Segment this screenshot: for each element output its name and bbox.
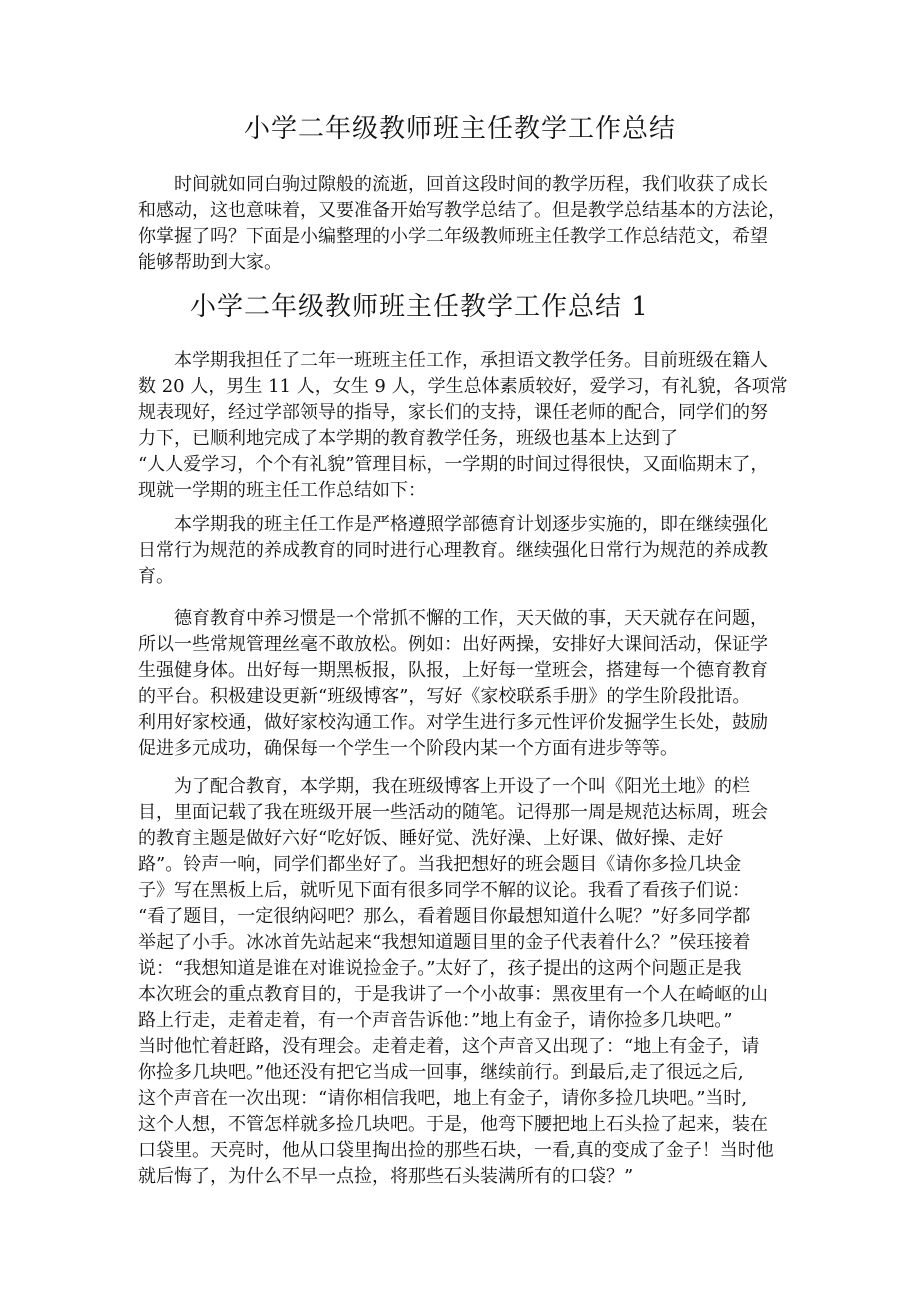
text-line: 口袋里。天亮时，他从口袋里掏出捡的那些石块，一看,真的变成了金子！当时他 xyxy=(138,1140,774,1161)
text-line: “看了题目，一定很纳闷吧？那么，看着题目你最想知道什么呢？”好多同学都 xyxy=(138,906,751,927)
text-line: 利用好家校通，做好家校沟通工作。对学生进行多元性评价发掘学生长处，鼓励 xyxy=(138,712,768,733)
text-line: 规表现好，经过学部领导的指导，家长们的支持，课任老师的配合，同学们的努 xyxy=(138,402,768,423)
text-line: 目，里面记载了我在班级开展一些活动的随笔。记得那一周是规范达标周，班会 xyxy=(138,802,768,823)
text-line: 举起了小手。冰冰首先站起来“我想知道题目里的金子代表着什么？”侯珏接着 xyxy=(138,932,751,953)
text-line: 子》写在黑板上后，就听见下面有很多同学不解的议论。我看了看孩子们说： xyxy=(138,880,750,901)
text-line: 的平台。积极建设更新“班级博客”，写好《家校联系手册》的学生阶段批语。 xyxy=(138,686,751,707)
text-line: 这个声音在一次出现：“请你相信我吧，地上有金子，请你多捡几块吧。”当时, xyxy=(138,1088,748,1109)
body-paragraph-1 xyxy=(138,348,798,504)
text-line: 现就一学期的班主任工作总结如下： xyxy=(138,480,426,501)
text-line: 的教育主题是做好六好“吃好饭、睡好觉、洗好澡、上好课、做好操、走好 xyxy=(138,828,724,849)
text-line: 能够帮助到大家。 xyxy=(138,252,282,273)
text-line: 当时他忙着赶路，没有理会。走着走着，这个声音又出现了：“地上有金子，请 xyxy=(138,1036,760,1057)
body-paragraph-4 xyxy=(138,774,798,1190)
text-line: “人人爱学习，个个有礼貌”管理目标，一学期的时间过得很快，又面临期末了， xyxy=(138,454,769,475)
text-line: 就后悔了，为什么不早一点捡，将那些石头装满所有的口袋？” xyxy=(138,1166,634,1187)
text-line: 本学期我的班主任工作是严格遵照学部德育计划逐步实施的，即在继续强化 xyxy=(138,514,768,535)
text-line: 你掌握了吗？下面是小编整理的小学二年级教师班主任教学工作总结范文，希望 xyxy=(138,226,768,247)
document-title: 小学二年级教师班主任教学工作总结 xyxy=(243,114,676,144)
text-line: 本学期我担任了二年一班班主任工作，承担语文教学任务。目前班级在籍人 xyxy=(138,350,768,371)
text-line: 德育教育中养习惯是一个常抓不懈的工作，天天做的事，天天就存在问题， xyxy=(138,608,768,629)
text-line: 生强健身体。出好每一期黑板报，队报，上好每一堂班会，搭建每一个德育教育 xyxy=(138,660,768,681)
text-line: 育。 xyxy=(138,566,174,587)
text-line: 路上行走，走着走着，有一个声音告诉他：”地上有金子，请你捡多几块吧。” xyxy=(138,1010,733,1031)
body-paragraph-3 xyxy=(138,606,798,762)
text-line: 为了配合教育，本学期，我在班级博客上开设了一个叫《阳光土地》的栏 xyxy=(138,776,750,797)
text-line: 这个人想，不管怎样就多捡几块吧。于是，他弯下腰把地上石头捡了起来，装在 xyxy=(138,1114,768,1135)
intro-paragraph xyxy=(138,172,798,276)
text-line: 所以一些常规管理丝毫不敢放松。例如：出好两操，安排好大课间活动，保证学 xyxy=(138,634,768,655)
body-paragraph-2 xyxy=(138,512,798,590)
section-title: 小学二年级教师班主任教学工作总结 1 xyxy=(190,292,649,322)
text-line: 和感动，这也意味着，又要准备开始写教学总结了。但是教学总结基本的方法论， xyxy=(138,200,786,221)
text-line: 促进多元成功，确保每一个学生一个阶段内某一个方面有进步等等。 xyxy=(138,738,678,759)
text-line: 说：“我想知道是谁在对谁说捡金子。”太好了，孩子提出的这两个问题正是我 xyxy=(138,958,742,979)
text-line: 你捡多几块吧。”他还没有把它当成一回事，继续前行。到最后,走了很远之后, xyxy=(138,1062,744,1083)
text-line: 时间就如同白驹过隙般的流逝，回首这段时间的教学历程，我们收获了成长 xyxy=(138,174,768,195)
text-line: 数 20 人，男生 11 人，女生 9 人，学生总体素质较好，爱学习，有礼貌，各项常 xyxy=(138,376,788,397)
text-line: 日常行为规范的养成教育的同时进行心理教育。继续强化日常行为规范的养成教 xyxy=(138,540,768,561)
text-line: 力下，已顺利地完成了本学期的教育教学任务，班级也基本上达到了 xyxy=(138,428,678,449)
text-line: 本次班会的重点教育目的，于是我讲了一个小故事：黑夜里有一个人在崎岖的山 xyxy=(138,984,768,1005)
text-line: 路”。铃声一响，同学们都坐好了。当我把想好的班会题目《请你多捡几块金 xyxy=(138,854,742,875)
